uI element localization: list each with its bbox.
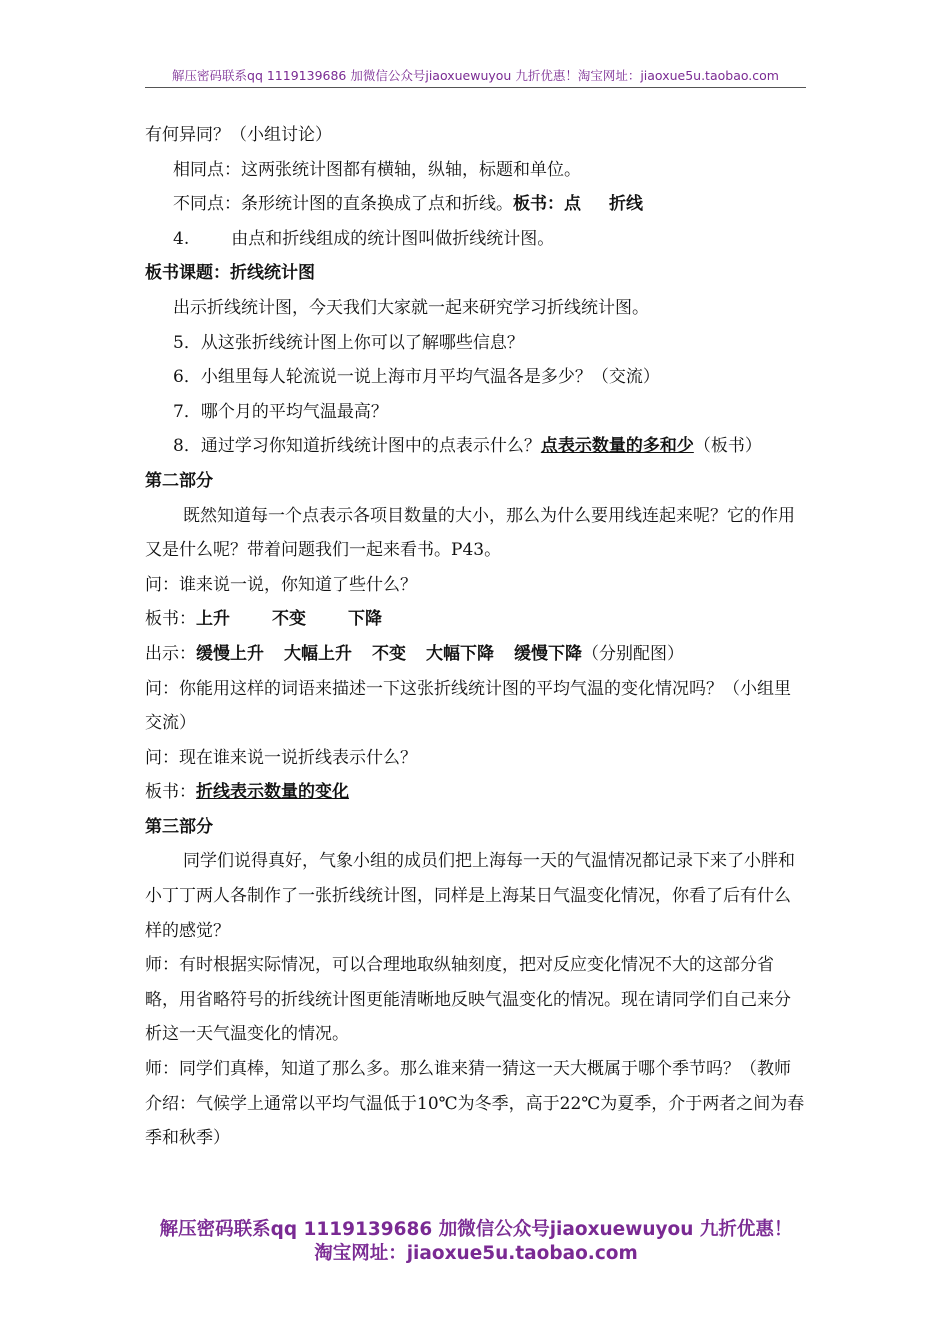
- line-item-5: 5．从这张折线统计图上你可以了解哪些信息？: [173, 332, 524, 353]
- page-footer: [145, 1218, 807, 1266]
- line-meaning: 折线表示数量的变化: [196, 782, 349, 803]
- lesson-title: 板书课题：折线统计图: [145, 263, 315, 284]
- line-differences: [145, 187, 807, 222]
- definition-number: 4.: [173, 228, 190, 249]
- board-note-trends: [145, 602, 807, 637]
- line-item-7: 7．哪个月的平均气温最高？: [173, 401, 388, 422]
- question-3: 问：现在谁来说一说折线表示什么？: [145, 747, 417, 768]
- board-label-2: 板书：: [145, 782, 196, 803]
- board-note-point-meaning: 点表示数量的多和少: [540, 436, 694, 457]
- differences-text: 不同点：条形统计图的直条换成了点和折线。: [173, 194, 513, 215]
- trend-sharp-rise: 大幅上升: [284, 643, 352, 664]
- section-heading-2: 第二部分: [145, 470, 213, 491]
- trend-rise: 上升: [196, 609, 230, 630]
- line-item-8: [145, 429, 807, 464]
- page-header: 解压密码联系qq 1119139686 加微信公众号jiaoxuewuyou 九折优惠！淘宝网址：jiaoxue5u.taobao.com: [145, 66, 806, 88]
- trend-fall: 下降: [348, 609, 382, 630]
- trend-slow-fall: 缓慢下降: [514, 643, 582, 664]
- board-note-line-meaning: [145, 775, 807, 810]
- section-heading-3: 第三部分: [145, 816, 213, 837]
- trend-flat: 不变: [272, 609, 306, 630]
- line-similarities: 相同点：这两张统计图都有横轴，纵轴，标题和单位。: [173, 159, 581, 180]
- footer-line-1: 解压密码联系qq 1119139686 加微信公众号jiaoxuewuyou 九折优惠！: [159, 1219, 793, 1240]
- trend-unchanged: 不变: [372, 643, 406, 664]
- show-label: 出示：: [145, 643, 196, 664]
- show-trends: [145, 637, 807, 672]
- line-definition: [145, 222, 807, 257]
- footer-line-2: 淘宝网址：jiaoxue5u.taobao.com: [314, 1243, 638, 1264]
- teacher-remark-2: 师：同学们真棒，知道了那么多。那么谁来猜一猜这一天大概属于哪个季节吗？（教师介绍：气候学上通常以平均气温低于10℃为冬季，高于22℃为夏季，介于两者之间为春季和秋季）: [145, 1059, 805, 1149]
- document-body: [145, 118, 807, 1156]
- definition-text: 由点和折线组成的统计图叫做折线统计图。: [231, 228, 555, 249]
- board-label: 板书：: [145, 609, 196, 630]
- line-item-6: 6．小组里每人轮流说一说上海市月平均气温各是多少？（交流）: [173, 367, 660, 388]
- question-1: 问：谁来说一说，你知道了些什么？: [145, 574, 417, 595]
- board-note-line: 折线: [609, 194, 643, 215]
- trend-sharp-fall: 大幅下降: [426, 643, 494, 664]
- paragraph-part-3: 同学们说得真好，气象小组的成员们把上海每一天的气温情况都记录下来了小胖和小丁丁两人各制作了一张折线统计图，同样是上海某日气温变化情况，你看了后有什么样的感觉？: [145, 851, 795, 941]
- board-note-point: 板书：点: [513, 194, 581, 215]
- line-question: 有何异同？（小组讨论）: [145, 125, 332, 145]
- trend-slow-rise: 缓慢上升: [196, 643, 264, 664]
- item-8-text: 8．通过学习你知道折线统计图中的点表示什么？: [173, 436, 541, 457]
- question-2: 问：你能用这样的词语来描述一下这张折线统计图的平均气温的变化情况吗？（小组里交流）: [145, 678, 791, 734]
- item-8-tail: （板书）: [693, 436, 762, 457]
- line-show-chart: 出示折线统计图，今天我们大家就一起来研究学习折线统计图。: [173, 297, 649, 318]
- show-tail: （分别配图）: [582, 643, 684, 664]
- teacher-remark-1: 师：有时根据实际情况，可以合理地取纵轴刻度，把对反应变化情况不大的这部分省略，用省略符号的折线统计图更能清晰地反映气温变化的情况。现在请同学们自己来分析这一天气温变化的情况。: [145, 955, 791, 1045]
- paragraph-part-2: 既然知道每一个点表示各项目数量的大小，那么为什么要用线连起来呢？它的作用又是什么呢？带着问题我们一起来看书。P43。: [145, 505, 795, 561]
